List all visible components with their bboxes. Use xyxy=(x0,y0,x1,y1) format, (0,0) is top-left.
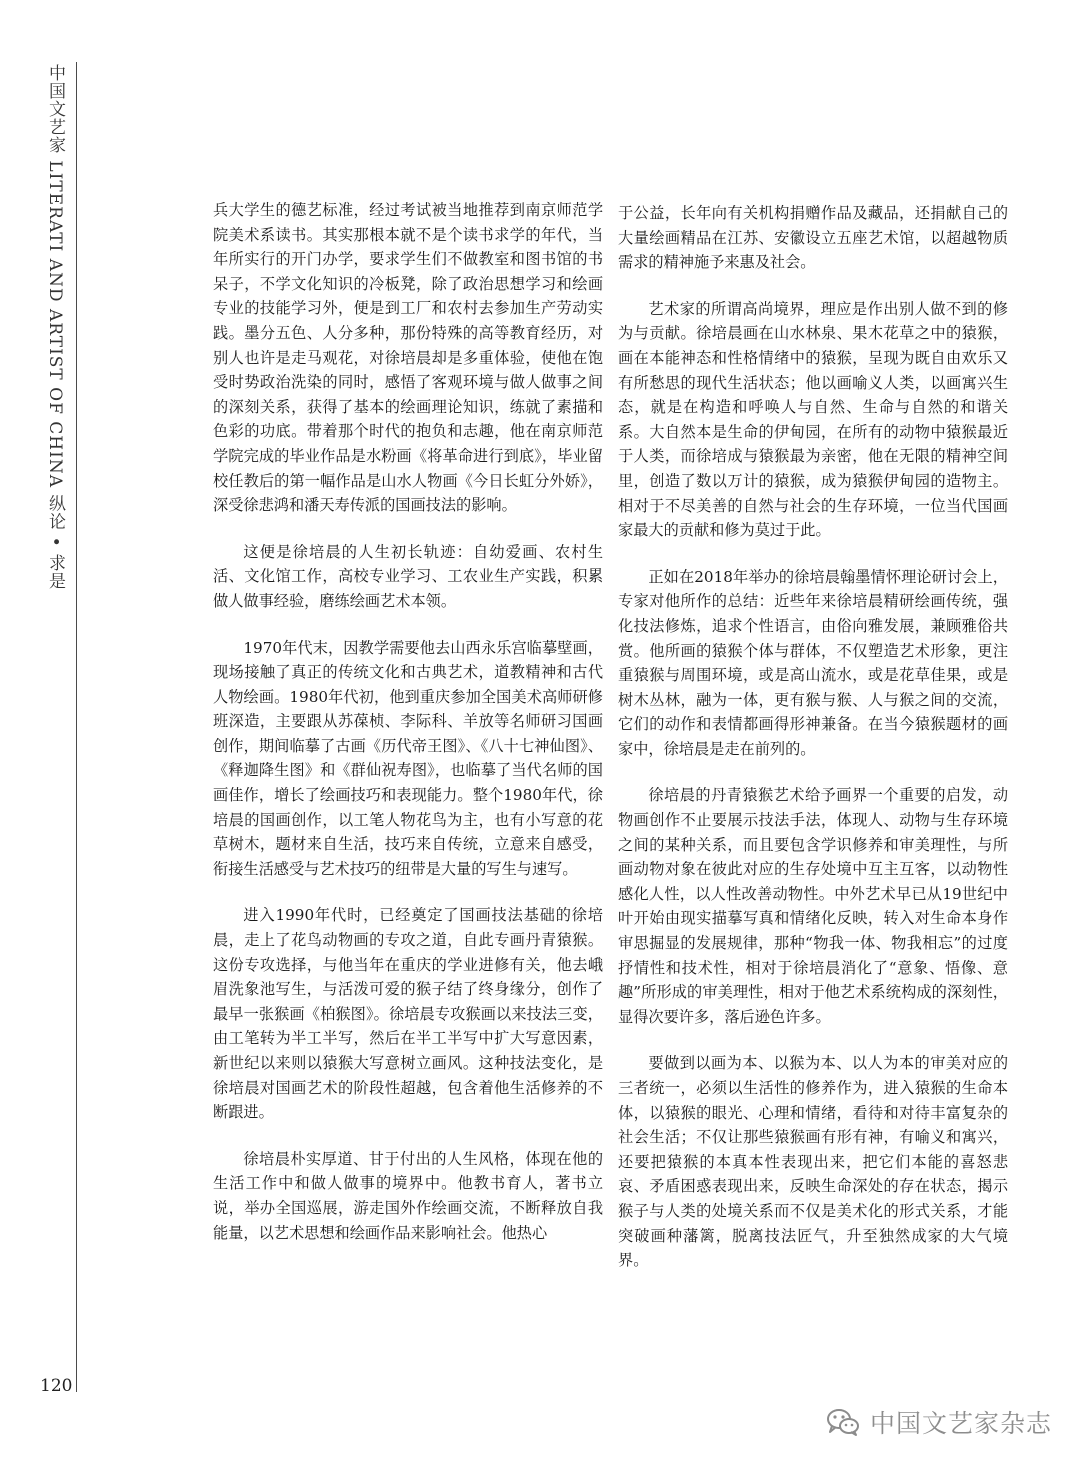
paragraph: 这便是徐培晨的人生初长轨迹：自幼爱画、农村生活、文化馆工作，高校专业学习、工农业生产实践，积累做人做事经验，磨练绘画艺术本领。 xyxy=(213,542,603,610)
wechat-icon xyxy=(826,1407,860,1437)
paragraph: 艺术家的所谓高尚境界，理应是作出别人做不到的修为与贡献。徐培晨画在山水林泉、果木花草之中的猿猴，画在本能神态和性格情绪中的猿猴，呈现为既自由欢乐又有所愁思的现代生活状态；他以画喻义人类，以画寓兴生态，就是在构造和呼唤人与自然、生命与自然的和谐关系。大自然本是生命的伊甸园，在所有的动物中猿猴最近于人类，而徐培成与猿猴最为亲密，他在无限的精神空间里，创造了数以万计的猿猴，成为猿猴伊甸园的造物主。相对于不尽美善的自然与社会的生存环境，一位当代国画家最大的贡献和修为莫过于此。 xyxy=(618,299,1008,540)
paragraph: 1970年代末，因教学需要他去山西永乐宫临摹壁画，现场接触了真正的传统文化和古典艺术，道教精神和古代人物绘画。1980年代初，他到重庆参加全国美术高师研修班深造，主要跟从苏葆桢、李际科、羊放等名师研习国画创作，期间临摹了古画《历代帝王图》、《八十七神仙图》、《释迦降生图》和《群仙祝寿图》，也临摹了当代名师的国画佳作，增长了绘画技巧和表现能力。整个1980年代，徐培晨的国画创作，以工笔人物花鸟为主，也有小写意的花草树木，题材来自生活，技巧来自传统，立意来自感受，衔接生活感受与艺术技巧的纽带是大量的写生与速写。 xyxy=(213,638,603,878)
paragraph: 兵大学生的德艺标准，经过考试被当地推荐到南京师范学院美术系读书。其实那根本就不是个读书求学的年代，当年所实行的开门办学，要求学生们不做教室和图书馆的书呆子，不学文化知识的冷板凳，除了政治思想学习和绘画专业的技能学习外，便是到工厂和农村去参加生产劳动实践。墨分五色、人分多种，那份特殊的高等教育经历，对别人也许是走马观花，对徐培晨却是多重体验，使他在饱受时势政治洗染的同时，感悟了客观环境与做人做事之间的深刻关系，获得了基本的绘画理论知识，练就了素描和色彩的功底。带着那个时代的抱负和志趣，他在南京师范学院完成的毕业作品是水粉画《将革命进行到底》，毕业留校任教后的第一幅作品是山水人物画《今日长虹分外娇》，深受徐悲鸿和潘天寿传派的国画技法的影响。 xyxy=(213,201,603,515)
right-column xyxy=(618,201,1008,1295)
margin-rule xyxy=(76,62,77,1392)
left-column xyxy=(213,198,603,1267)
paragraph: 徐培晨的丹青猿猴艺术给予画界一个重要的启发，动物画创作不止要展示技法手法，体现人、动物与生存环境之间的某种关系，而且要包含学识修养和审美理性，与所画动物对象在彼此对应的生存处境中互主互客，以动物性感化人性，以人性改善动物性。中外艺术早已从19世纪中叶开始由现实描摹写真和情绪化反映，转入对生命本身作审思掘显的发展规律，那种“物我一体、物我相忘”的过度抒情性和技术性，相对于徐培晨消化了“意象、悟像、意趣”所形成的审美理性，相对于他艺术系统构成的深刻性，显得次要许多，落后逊色许多。 xyxy=(618,786,1008,1026)
page-number: 120 xyxy=(40,1376,73,1396)
paragraph: 进入1990年代时，已经奠定了国画技法基础的徐培晨，走上了花鸟动物画的专攻之道，自此专画丹青猿猴。这份专攻选择，与他当年在重庆的学业进修有关，他去峨眉洗象池写生，与活泼可爱的猴子结了终身缘分，创作了最早一张猴画《柏猴图》。徐培晨专攻猴画以来技法三变，由工笔转为半工半写，然后在半工半写中扩大写意因素，新世纪以来则以猿猴大写意树立画风。这种技法变化，是徐培晨对国画艺术的阶段性超越，包含着他生活修养的不断跟进。 xyxy=(213,906,603,1122)
watermark xyxy=(826,1404,1052,1440)
running-header: 中国文艺家 LITERATI AND ARTIST OF CHINA 纵论 • 求是 xyxy=(45,64,65,591)
paragraph: 要做到以画为本、以猴为本、以人为本的审美对应的三者统一，必须以生活性的修养作为，进入猿猴的生命本体，以猿猴的眼光、心理和情绪，看待和对待丰富复杂的社会生活；不仅让那些猿猴画有形有神，有喻义和寓兴，还要把猿猴的本真本性表现出来，把它们本能的喜怒悲哀、矛盾困惑表现出来，反映生命深处的存在状态，揭示猴子与人类的处境关系而不仅是美术化的形式关系，才能突破画种藩篱，脱离技法匠气，升至独然成家的大气境界。 xyxy=(618,1054,1008,1270)
paragraph: 于公益，长年向有关机构捐赠作品及藏品，还捐献自己的大量绘画精品在江苏、安徽设立五座艺术馆，以超越物质需求的精神施予来惠及社会。 xyxy=(618,204,1008,272)
paragraph: 正如在2018年举办的徐培晨翰墨情怀理论研讨会上，专家对他所作的总结：近些年来徐培晨精研绘画传统，强化技法修炼，追求个性语言，由俗向雅发展，兼顾雅俗共赏。他所画的猿猴个体与群体，不仅塑造艺术形象，更注重猿猴与周围环境，或是高山流水，或是花草佳果，或是树木丛林，融为一体，更有猴与猴、人与猴之间的交流，它们的动作和表情都画得形神兼备。在当今猿猴题材的画家中，徐培晨是走在前列的。 xyxy=(618,567,1008,758)
watermark-text: 中国文艺家杂志 xyxy=(870,1409,1053,1438)
paragraph: 徐培晨朴实厚道、甘于付出的人生风格，体现在他的生活工作中和做人做事的境界中。他教书育人，著书立说，举办全国巡展，游走国外作绘画交流，不断释放自我能量，以艺术思想和绘画作品来影响社会。他热心 xyxy=(213,1149,603,1242)
